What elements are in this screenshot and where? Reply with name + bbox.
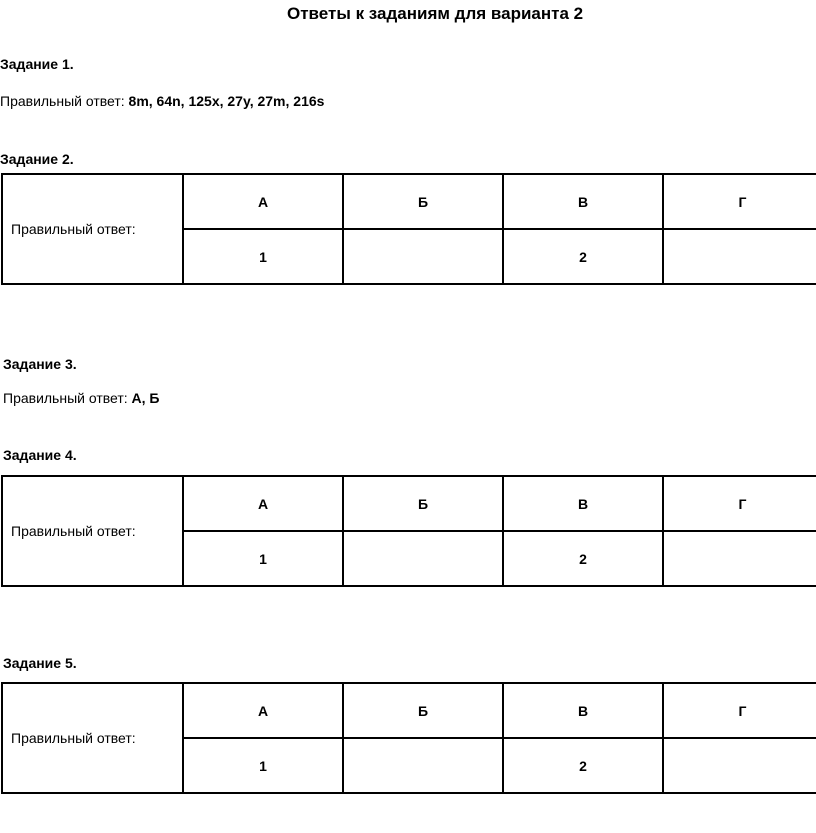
answer-cell-b bbox=[343, 738, 503, 793]
task-1-answer bbox=[0, 93, 324, 109]
column-header-b: Б bbox=[343, 174, 503, 229]
column-header-v: В bbox=[503, 476, 663, 531]
task-3-answer-label: Правильный ответ: bbox=[3, 390, 132, 406]
answer-cell-b bbox=[343, 531, 503, 586]
column-header-a: А bbox=[183, 476, 343, 531]
answer-cell-g bbox=[663, 229, 816, 284]
answer-label-cell: Правильный ответ: bbox=[2, 683, 183, 793]
task-1-answer-label: Правильный ответ: bbox=[0, 93, 129, 109]
task-3-heading: Задание 3. bbox=[3, 356, 77, 372]
task-2-heading: Задание 2. bbox=[0, 151, 74, 167]
answer-cell-g bbox=[663, 531, 816, 586]
column-header-b: Б bbox=[343, 683, 503, 738]
task-5-heading: Задание 5. bbox=[3, 655, 77, 671]
table-row bbox=[2, 174, 816, 229]
answer-cell-a: 1 bbox=[183, 531, 343, 586]
task-3-answer bbox=[3, 390, 160, 406]
column-header-g: Г bbox=[663, 174, 816, 229]
task-5-answer-table bbox=[1, 682, 816, 794]
column-header-a: А bbox=[183, 683, 343, 738]
task-4-answer-table bbox=[1, 475, 816, 587]
column-header-g: Г bbox=[663, 683, 816, 738]
column-header-g: Г bbox=[663, 476, 816, 531]
column-header-b: Б bbox=[343, 476, 503, 531]
task-3-answer-value: А, Б bbox=[131, 390, 160, 406]
answer-cell-a: 1 bbox=[183, 229, 343, 284]
table-row bbox=[2, 683, 816, 738]
answer-cell-v: 2 bbox=[503, 531, 663, 586]
answer-cell-a: 1 bbox=[183, 738, 343, 793]
answer-cell-g bbox=[663, 738, 816, 793]
answer-cell-v: 2 bbox=[503, 738, 663, 793]
answer-cell-v: 2 bbox=[503, 229, 663, 284]
table-row bbox=[2, 476, 816, 531]
column-header-v: В bbox=[503, 683, 663, 738]
task-1-answer-value: 8m, 64n, 125x, 27y, 27m, 216s bbox=[128, 93, 325, 109]
answer-cell-b bbox=[343, 229, 503, 284]
answer-label-cell: Правильный ответ: bbox=[2, 476, 183, 586]
page-title: Ответы к заданиям для варианта 2 bbox=[287, 4, 584, 23]
task-2-answer-table bbox=[1, 173, 816, 285]
column-header-v: В bbox=[503, 174, 663, 229]
task-1-heading: Задание 1. bbox=[0, 56, 74, 72]
answer-label-cell: Правильный ответ: bbox=[2, 174, 183, 284]
task-4-heading: Задание 4. bbox=[3, 447, 77, 463]
column-header-a: А bbox=[183, 174, 343, 229]
